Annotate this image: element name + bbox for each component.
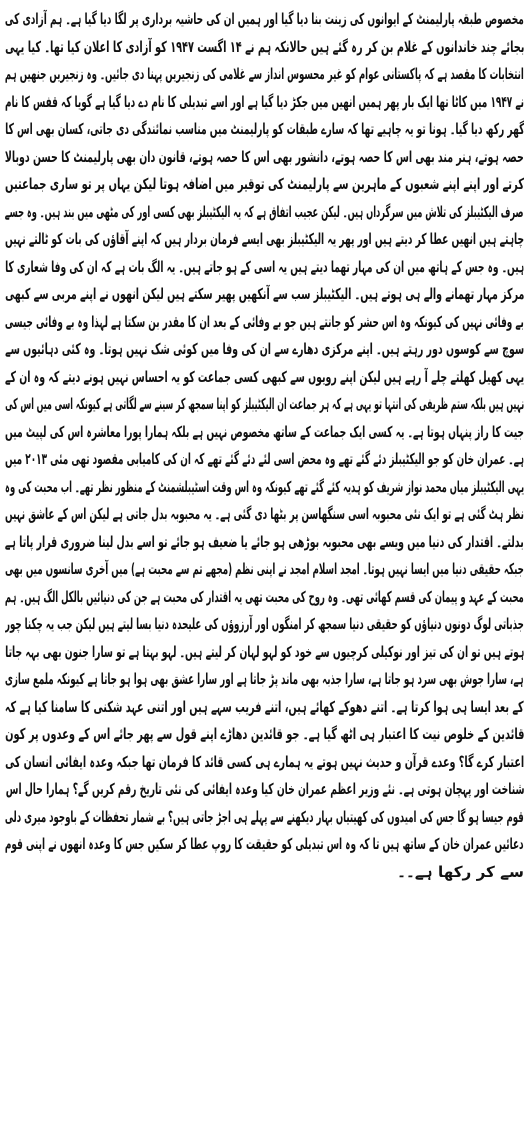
article-line: سوچ سے کوسوں دور رہتے ہیں۔ اپنے مرکزی دھارے سے ان کی وفا میں کوئی شک نہیں ہوتا۔ وہ کئی دہائیوں سے <box>5 340 524 358</box>
article-line: نہیں ہیں بلکہ ستم ظریفی کی انتہا تو یہی ہے کہ ہر جماعت ان الیکٹیبلز کو اپنا سمجھ کر سینے سے لگاتی ہے کیونکہ اسی میں اس کی <box>5 395 524 413</box>
article-line: بجائے چند خاندانوں کے غلام بن کر رہ گئے ہیں حالانکہ ہم نے ۱۴ اگست ۱۹۴۷ کو آزادی کا اعلان کیا تھا۔ کیا یہی <box>5 37 524 56</box>
article-line: سے کر رکھا ہے۔۔ <box>397 862 524 881</box>
article-body <box>5 6 524 886</box>
article-line: قائدین کے خلوص نیت کا اعتبار ہی اٹھ گیا ہے۔ جو قائدین دھاڑے اپنے قول سے پھر جائے اس کے وعدوں پر کون <box>5 725 524 743</box>
article-line: گھر رکھ دیا گیا۔ ہونا تو یہ چاہیے تھا کہ سارے طبقات کو پارلیمنٹ میں مناسب نمائندگی دی جاتی، کسان بھی اس کا <box>5 120 524 138</box>
article-line: بے وفائی نہیں کی کیونکہ وہ اس حشر کو جانتے ہیں جو بے وفائی کے بعد ان کا مقدر بن سکتا ہے لہذا وہ بے وفائی جیسی <box>5 312 524 331</box>
article-line: صرف الیکٹیبلز کی تلاش میں سرگرداں ہیں۔ لیکن عجیب اتفاق ہے کہ یہ الیکٹیبلز بھی کسی اور کی مٹھی میں بند ہیں۔ وہ جسے <box>5 202 524 221</box>
article-line: کے بعد ایسا ہی ہوا کرتا ہے۔ اتنے دھوکے کھائے ہیں، اتنے فریب سہے ہیں اور اتنی عہد شکنی کا سامنا کیا ہے کہ <box>5 697 524 716</box>
article-line: جیت کا راز پنہاں ہوتا ہے۔ یہ کسی ایک جماعت کے ساتھ مخصوص نہیں ہے بلکہ ہمارا پورا معاشرہ اس کی لپیٹ میں <box>5 422 524 441</box>
article-line: چاہتے ہیں انھیں عطا کر دیتے ہیں اور پھر یہ الیکٹیبلز بھی ایسے فرمان بردار ہیں کہ اپنے آقاؤں کی بات کو ٹالتے نہیں <box>5 230 524 248</box>
article-line: جبکہ حقیقی دنیا میں ایسا نہیں ہوتا۔ امجد اسلام امجد نے اپنی نظم (مجھے تم سے محبت ہے) میں آخری سانسوں میں بھی <box>5 560 524 578</box>
article-line: اعتبار کرے گا؟ وعدے قرآن و حدیث نہیں ہوتے یہ ہمارے ہی کسی قائد کا فرمان تھا جبکہ وعدہ ایفائی انسان کی <box>5 752 524 771</box>
article-line: نظر ہٹ گئی ہے تو ایک نئی محبوبہ اسی سنگھاسن پر بٹھا دی گئی ہے۔ یہ محبوبہ بدل جاتی ہے لیکن اس کے عاشق نہیں <box>5 505 524 523</box>
article-line: دعائیں عمران خان کے ساتھ ہیں تا کہ وہ اس تبدیلی کو حقیقت کا روپ عطا کر سکیں جس کا وعدہ انھوں نے اپنی قوم <box>5 835 524 853</box>
article-line: ہے۔ عمران خان کو جو الیکٹیبلز دئے گئے تھے وہ محض اسی لئے دئے گئے تھے کہ ان کی کامیابی مقصود تھی مئی ۲۰۱۳ میں <box>5 450 524 468</box>
article-line: ہوتے ہیں تو ان کی تیز اور نوکیلی کرچیوں سے خود کو لہو لہان کر لیتے ہیں۔ لہو بہتا ہے تو سارا جنون بھی بہہ جاتا <box>5 642 524 661</box>
article-line: یہی کھیل کھلتے چلے آ رہے ہیں لیکن اپنے رویوں سے کبھی کسی جماعت کو یہ احساس نہیں ہونے دیتے کہ وہ ان کے <box>5 367 524 386</box>
article-line: حصہ ہوتے، ہنر مند بھی اس کا حصہ ہوتے، دانشور بھی اس کا حصہ ہوتے، قانون دان بھی پارلیمنٹ کا حسن دوبالا <box>5 147 524 166</box>
article-line: یہی الیکٹیبلز میاں محمد نواز شریف کو ہدیہ کئے گئے تھے کیونکہ وہ اس وقت اسٹیبلشمنٹ کے منظور نظر تھے۔ اب محبت کی وہ <box>5 477 524 496</box>
article-line: شناخت اور پہچان ہوتی ہے۔ نئے وزیر اعظم عمران خان کیا وعدہ ایفائی کی نئی تاریخ رقم کریں گے؟ ہمارا حال اس <box>5 780 524 798</box>
article-line: نے ۱۹۴۷ میں کاٹا تھا ایک بار پھر ہمیں انھیں میں جکڑ دیا گیا ہے اور اسے تبدیلی کا نام دے دیا گیا ہے گویا کہ قفس کا نام <box>5 92 524 111</box>
article-line: بدلتے۔ اقتدار کی دنیا میں ویسے بھی محبوبہ بوڑھی ہو جائے یا ضعیف ہو جائے تو اسے بدل لینا ضروری قرار پاتا ہے <box>5 532 524 551</box>
article-line: انتخابات کا مقصد ہے کہ پاکستانی عوام کو غیر محسوس انداز سے غلامی کی زنجیریں پہنا دی جائیں۔ وہ زنجیریں جنھیں ہم <box>5 65 524 83</box>
article-line: جذباتی لوگ دونوں دنیاؤں کو حقیقی دنیا سمجھ کر امنگوں اور آرزوؤں کی علیحدہ دنیا بسا لیتے ہیں لیکن جب یہ چکنا چور <box>5 615 524 633</box>
article-line: مرکز مہار تھمانے والے ہی ہوتے ہیں۔ الیکٹیبلز سب سے آنکھیں پھیر سکتے ہیں لیکن انھوں نے اپنے مربی سے کبھی <box>5 285 524 303</box>
article-line: محبت کے عہد و پیمان کی قسم کھائی تھی۔ وہ روح کی محبت تھی یہ اقتدار کی محبت ہے جن کی دنیائیں بالکل الگ ہیں۔ ہم <box>5 587 524 606</box>
article-line: ہے، سارا جوش بھی سرد ہو جاتا ہے، سارا جذبہ بھی ماند پڑ جاتا ہے اور سارا عشق بھی ہوا ہو جاتا ہے کیونکہ ملمع سازی <box>5 670 524 688</box>
article-line: کرتے اور اپنے اپنے شعبوں کے ماہرین سے پارلیمنٹ کی توقیر میں اضافہ ہوتا لیکن یہاں پر تو ساری جماعتیں <box>5 175 524 193</box>
article-line: ہیں۔ وہ جس کے ہاتھ میں ان کی مہار تھما دیتے ہیں یہ اسی کے ہو جاتے ہیں۔ یہ الگ بات ہے کہ ان کی وفا شعاری کا <box>5 257 524 276</box>
article-line: قوم جیسا ہو گا جس کی امیدوں کی کھیتیاں بہار دیکھنے سے پہلے ہی اجڑ جاتی ہیں؟ بے شمار تحفظات کے باوجود میری دلی <box>5 807 524 826</box>
article-line: مخصوص طبقہ پارلیمنٹ کے ایوانوں کی زینت بنا دیا گیا اور ہمیں ان کی حاشیہ برداری پر لگا دیا گیا ہے۔ ہم آزادی کی <box>5 10 524 28</box>
